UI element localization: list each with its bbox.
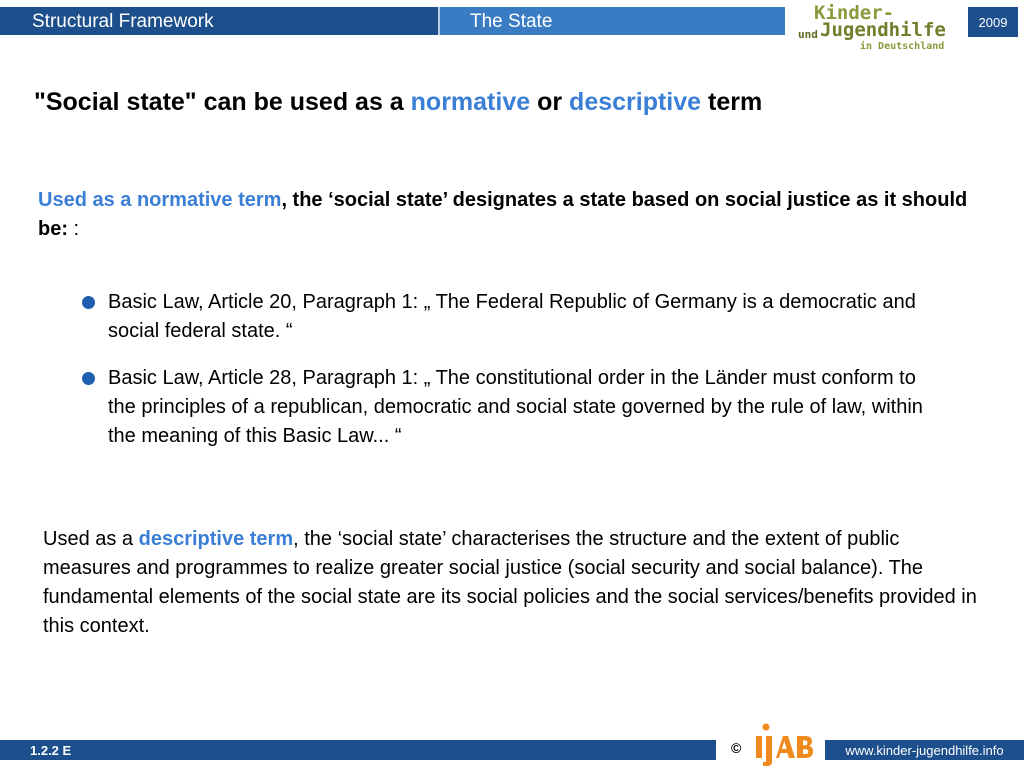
normative-lead: Used as a normative term	[38, 189, 282, 211]
list-item	[80, 288, 940, 346]
bullet-text: Basic Law, Article 20, Paragraph 1: „ The Federal Republic of Germany is a democratic and social federal state. “	[108, 291, 916, 342]
slide-number: 1.2.2 E	[0, 740, 716, 760]
normative-text: , the ‘social state’ designates a state based on social justice as it should be:	[38, 189, 968, 240]
section-title: Structural Framework	[0, 7, 438, 35]
title-part2: or	[530, 88, 570, 116]
logo-line2-prefix: und	[798, 28, 818, 41]
topic-title: The State	[440, 7, 785, 35]
copyright-symbol: ©	[731, 740, 742, 756]
bullet-text: Basic Law, Article 28, Paragraph 1: „ The constitutional order in the Länder must conform to the principles of a republican, democratic and social state governed by the rule of law, within the meaning of this Basic Law... “	[108, 367, 923, 447]
title-part1: "Social state" can be used as a	[34, 88, 411, 116]
logo-line1: Kinder-	[814, 2, 895, 24]
descriptive-term: descriptive term	[138, 528, 294, 550]
ijab-logo	[752, 722, 814, 766]
title-term-descriptive: descriptive	[569, 88, 702, 116]
descriptive-text: , the ‘social state’ characterises the structure and the extent of public measures and programmes to realize greater social justice (social security and social balance). The fundamental elements of the social state are its social policies and the social services/benefits provided in this context.	[43, 528, 977, 637]
normative-colon: :	[68, 218, 80, 240]
title-part3: term	[701, 88, 763, 116]
bullet-icon	[82, 372, 95, 385]
bullet-icon	[82, 296, 95, 309]
website-link[interactable]: www.kinder-jugendhilfe.info	[825, 740, 1024, 760]
descriptive-definition	[43, 525, 983, 641]
year-badge: 2009	[968, 7, 1018, 37]
descriptive-prefix: Used as a	[43, 528, 139, 550]
logo-line2: Jugendhilfe	[820, 19, 946, 41]
basic-law-quotes	[80, 288, 940, 469]
title-term-normative: normative	[410, 88, 531, 116]
slide-title	[34, 88, 762, 117]
normative-definition	[38, 186, 998, 244]
list-item	[80, 364, 940, 451]
logo-line3: in Deutschland	[860, 41, 945, 52]
kinder-jugendhilfe-logo	[798, 2, 962, 54]
header-bar	[0, 7, 785, 35]
